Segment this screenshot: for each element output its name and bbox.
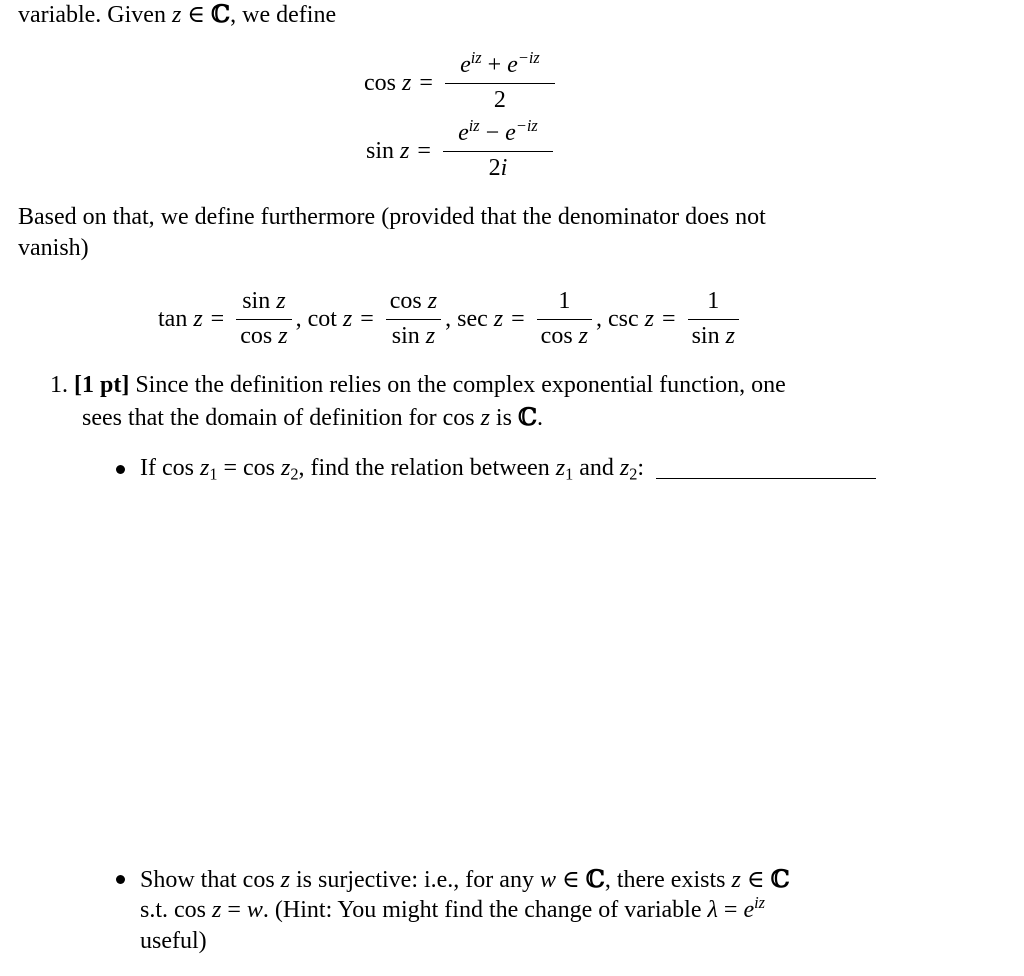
bullet-2-line-1: Show that cos z is surjective: i.e., for any w ∈ ℂ, there exists z ∈ ℂ: [140, 864, 790, 893]
sin-numerator: $e^{iz} - e^{-iz}$: [458, 116, 538, 146]
equals-sign: =: [417, 137, 431, 164]
sec-label: sec z: [457, 305, 504, 332]
sin-label: sin z: [366, 137, 410, 164]
problem-number: 1.: [50, 372, 68, 398]
complex-set-symbol: ℂ: [517, 402, 538, 431]
sin-fraction: [443, 116, 553, 182]
bullet-icon: [116, 465, 125, 474]
trig-definitions: tan z = $\frac{\text{sin z}}{\text{cos z}}$ , cot z = $\frac{\text{cos z}}{\text{sin z}}$ , sec z = $\frac{1}{\text{cos z}}$ , csc z = $\frac{1}{\text{sin z}}$: [158, 288, 743, 350]
intro-text-end: , we define: [230, 2, 337, 28]
cot-label: cot z: [307, 305, 353, 332]
sin-denominator: 2i: [488, 154, 508, 181]
intro-text: variable. Given: [18, 2, 172, 28]
tan-label: tan z: [158, 305, 203, 332]
bullet-2-line-2: s.t. cos z = w. (Hint: You might find the change of variable $\lambda = e^{iz}$: [140, 893, 765, 923]
cos-numerator: $e^{iz} + e^{-iz}$: [460, 48, 540, 78]
csc-fraction: $\frac{1}{\text{sin z}}$: [688, 288, 739, 350]
equals-sign: =: [419, 69, 433, 96]
cos-denominator: 2: [493, 86, 506, 113]
fraction-bar: [386, 319, 441, 320]
fraction-bar: [537, 319, 592, 320]
furthermore-line-2: vanish): [18, 235, 89, 261]
bullet-2-line-3: useful): [140, 928, 207, 954]
fraction-bar: [688, 319, 739, 320]
fraction-bar: [236, 319, 291, 320]
var-z: z: [171, 2, 182, 28]
sin-definition: [366, 116, 557, 182]
csc-label: csc z: [608, 305, 655, 332]
answer-blank[interactable]: [656, 478, 876, 479]
complex-set-symbol: ℂ: [211, 0, 231, 28]
fraction-bar: [445, 83, 555, 84]
problem-points: [1 pt]: [74, 372, 130, 398]
cot-fraction: $\frac{\text{cos z}}{\text{sin z}}$: [386, 288, 441, 350]
bullet-1-text: If $\cos z_1 = \cos z_2$, find the relation between $z_1$ and $z_2$:: [140, 453, 876, 484]
sec-fraction: $\frac{1}{\text{cos z}}$: [537, 288, 592, 350]
bullet-icon: [116, 875, 125, 884]
tan-fraction: $\frac{\text{sin z}}{\text{cos z}}$: [236, 288, 291, 350]
fraction-bar: [443, 151, 553, 152]
cos-fraction: [445, 48, 555, 114]
element-of-symbol: ∈: [181, 2, 212, 28]
furthermore-line-1: Based on that, we define furthermore (provided that the denominator does not: [18, 204, 766, 230]
problem-1-line-1: 1. [1 pt] Since the definition relies on the complex exponential function, one: [50, 372, 786, 398]
cos-label: cos z: [364, 69, 412, 96]
intro-line: [18, 0, 336, 31]
problem-1-line-2: sees that the domain of definition for cos z is ℂ.: [82, 402, 544, 431]
cos-definition: [364, 48, 559, 114]
